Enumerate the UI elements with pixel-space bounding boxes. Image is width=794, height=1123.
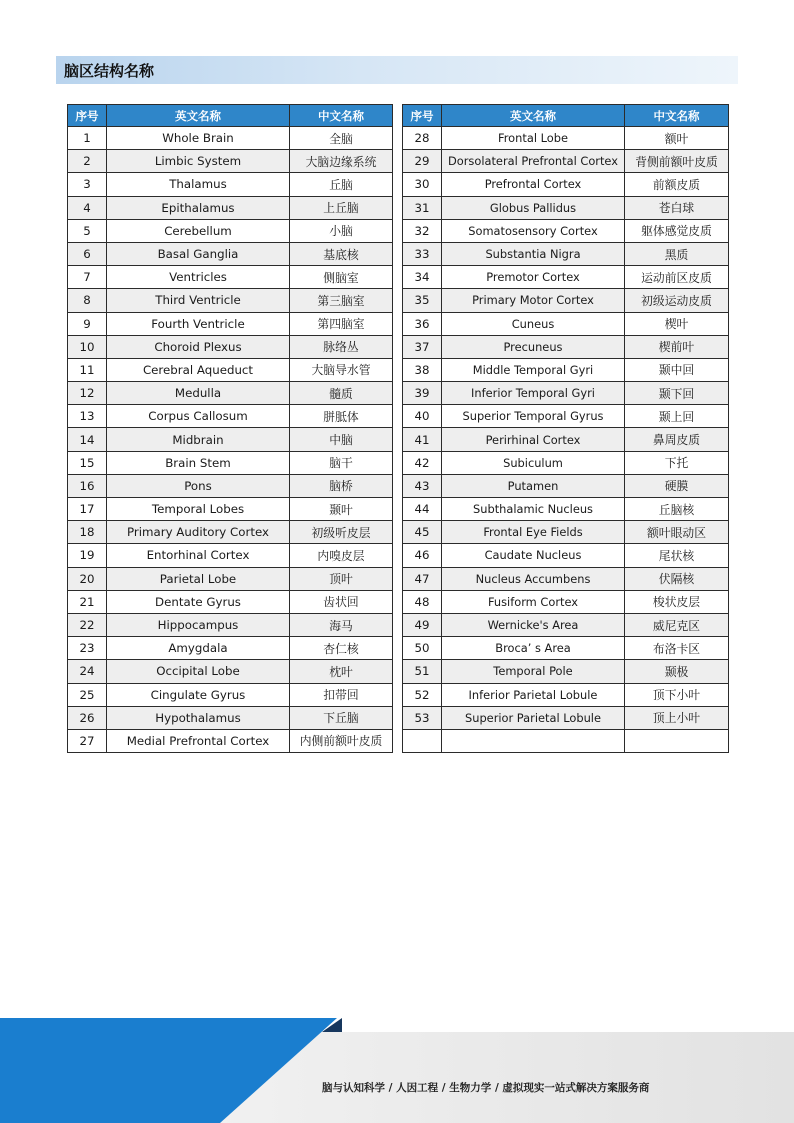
table-row [68, 590, 393, 613]
chinese-name: 第三脑室 [290, 289, 393, 312]
table-row [403, 196, 729, 219]
english-name: Frontal Eye Fields [442, 521, 625, 544]
table-row [68, 660, 393, 683]
table-row [403, 266, 729, 289]
row-number: 29 [403, 150, 442, 173]
chinese-name: 苍白球 [625, 196, 729, 219]
table-row [68, 428, 393, 451]
row-number: 42 [403, 451, 442, 474]
table-row [68, 729, 393, 752]
english-name: Middle Temporal Gyri [442, 358, 625, 381]
english-name: Entorhinal Cortex [107, 544, 290, 567]
table-row [403, 683, 729, 706]
chinese-name: 梭状皮层 [625, 590, 729, 613]
table-row [68, 637, 393, 660]
chinese-name: 上丘脑 [290, 196, 393, 219]
row-number: 52 [403, 683, 442, 706]
brain-region-table-left [67, 104, 393, 753]
row-number: 15 [68, 451, 107, 474]
row-number: 23 [68, 637, 107, 660]
table-row [68, 127, 393, 150]
table-row [68, 150, 393, 173]
row-number [403, 729, 442, 752]
english-name: Medulla [107, 382, 290, 405]
chinese-name: 大脑导水管 [290, 358, 393, 381]
table-row [403, 706, 729, 729]
table-row [68, 498, 393, 521]
table-row [68, 706, 393, 729]
table-row [68, 358, 393, 381]
row-number: 33 [403, 242, 442, 265]
chinese-name: 丘脑 [290, 173, 393, 196]
header-chinese-name: 中文名称 [290, 105, 393, 127]
chinese-name: 颞叶 [290, 498, 393, 521]
table-row [403, 451, 729, 474]
table-row [403, 312, 729, 335]
row-number: 12 [68, 382, 107, 405]
chinese-name: 枕叶 [290, 660, 393, 683]
chinese-name: 基底核 [290, 242, 393, 265]
chinese-name: 脉络丛 [290, 335, 393, 358]
row-number: 8 [68, 289, 107, 312]
row-number: 43 [403, 474, 442, 497]
chinese-name: 胼胝体 [290, 405, 393, 428]
row-number: 20 [68, 567, 107, 590]
table-row [68, 382, 393, 405]
table-row [403, 729, 729, 752]
row-number: 28 [403, 127, 442, 150]
table-row [403, 660, 729, 683]
row-number: 7 [68, 266, 107, 289]
english-name: Fourth Ventricle [107, 312, 290, 335]
table-row [68, 335, 393, 358]
english-name: Parietal Lobe [107, 567, 290, 590]
table-row [403, 150, 729, 173]
row-number: 21 [68, 590, 107, 613]
chinese-name: 脑干 [290, 451, 393, 474]
english-name: Subiculum [442, 451, 625, 474]
row-number: 51 [403, 660, 442, 683]
header-num: 序号 [403, 105, 442, 127]
english-name: Midbrain [107, 428, 290, 451]
english-name: Medial Prefrontal Cortex [107, 729, 290, 752]
table-header-row [68, 105, 393, 127]
row-number: 27 [68, 729, 107, 752]
english-name: Amygdala [107, 637, 290, 660]
row-number: 22 [68, 613, 107, 636]
table-row [68, 173, 393, 196]
chinese-name: 背侧前额叶皮质 [625, 150, 729, 173]
english-name: Hippocampus [107, 613, 290, 636]
row-number: 50 [403, 637, 442, 660]
chinese-name: 内侧前额叶皮质 [290, 729, 393, 752]
chinese-name: 下托 [625, 451, 729, 474]
table-row [403, 498, 729, 521]
table-row [68, 613, 393, 636]
table-row [403, 567, 729, 590]
table-row [68, 242, 393, 265]
english-name: Primary Motor Cortex [442, 289, 625, 312]
row-number: 31 [403, 196, 442, 219]
chinese-name: 运动前区皮质 [625, 266, 729, 289]
english-name: Subthalamic Nucleus [442, 498, 625, 521]
english-name: Hypothalamus [107, 706, 290, 729]
english-name: Fusiform Cortex [442, 590, 625, 613]
english-name: Precuneus [442, 335, 625, 358]
chinese-name: 初级运动皮质 [625, 289, 729, 312]
chinese-name: 杏仁核 [290, 637, 393, 660]
chinese-name: 顶叶 [290, 567, 393, 590]
english-name: Occipital Lobe [107, 660, 290, 683]
english-name: Epithalamus [107, 196, 290, 219]
english-name: Corpus Callosum [107, 405, 290, 428]
english-name: Prefrontal Cortex [442, 173, 625, 196]
chinese-name: 大脑边缘系统 [290, 150, 393, 173]
english-name: Superior Parietal Lobule [442, 706, 625, 729]
row-number: 4 [68, 196, 107, 219]
chinese-name: 躯体感觉皮质 [625, 219, 729, 242]
header-english-name: 英文名称 [442, 105, 625, 127]
english-name: Somatosensory Cortex [442, 219, 625, 242]
footer-tagline: 脑与认知科学 / 人因工程 / 生物力学 / 虚拟现实一站式解决方案服务商 [322, 1082, 650, 1094]
table-row [68, 405, 393, 428]
english-name: Nucleus Accumbens [442, 567, 625, 590]
row-number: 49 [403, 613, 442, 636]
row-number: 44 [403, 498, 442, 521]
table-row [403, 613, 729, 636]
chinese-name: 海马 [290, 613, 393, 636]
row-number: 48 [403, 590, 442, 613]
table-row [68, 521, 393, 544]
chinese-name: 前额皮质 [625, 173, 729, 196]
chinese-name [625, 729, 729, 752]
header-english-name: 英文名称 [107, 105, 290, 127]
table-row [403, 474, 729, 497]
chinese-name: 脑桥 [290, 474, 393, 497]
row-number: 9 [68, 312, 107, 335]
chinese-name: 布洛卡区 [625, 637, 729, 660]
table-row [403, 289, 729, 312]
english-name: Cerebellum [107, 219, 290, 242]
chinese-name: 齿状回 [290, 590, 393, 613]
table-row [403, 127, 729, 150]
row-number: 35 [403, 289, 442, 312]
english-name: Temporal Pole [442, 660, 625, 683]
row-number: 39 [403, 382, 442, 405]
english-name: Brain Stem [107, 451, 290, 474]
english-name: Globus Pallidus [442, 196, 625, 219]
footer-decoration [0, 1016, 794, 1123]
row-number: 45 [403, 521, 442, 544]
header-num: 序号 [68, 105, 107, 127]
row-number: 24 [68, 660, 107, 683]
table-row [403, 405, 729, 428]
english-name: Substantia Nigra [442, 242, 625, 265]
table-row [68, 196, 393, 219]
row-number: 34 [403, 266, 442, 289]
english-name: Whole Brain [107, 127, 290, 150]
english-name: Wernicke's Area [442, 613, 625, 636]
english-name [442, 729, 625, 752]
table-header-row [403, 105, 729, 127]
chinese-name: 扣带回 [290, 683, 393, 706]
table-row [68, 567, 393, 590]
english-name: Temporal Lobes [107, 498, 290, 521]
table-row [403, 335, 729, 358]
table-row [403, 521, 729, 544]
english-name: Thalamus [107, 173, 290, 196]
table-row [68, 544, 393, 567]
chinese-name: 下丘脑 [290, 706, 393, 729]
chinese-name: 第四脑室 [290, 312, 393, 335]
english-name: Broca’ s Area [442, 637, 625, 660]
chinese-name: 顶下小叶 [625, 683, 729, 706]
english-name: Cuneus [442, 312, 625, 335]
chinese-name: 楔叶 [625, 312, 729, 335]
row-number: 25 [68, 683, 107, 706]
chinese-name: 颞上回 [625, 405, 729, 428]
row-number: 2 [68, 150, 107, 173]
section-title-bar [56, 56, 738, 84]
english-name: Inferior Temporal Gyri [442, 382, 625, 405]
table-row [68, 266, 393, 289]
chinese-name: 颞极 [625, 660, 729, 683]
row-number: 13 [68, 405, 107, 428]
row-number: 18 [68, 521, 107, 544]
table-row [403, 242, 729, 265]
row-number: 40 [403, 405, 442, 428]
english-name: Primary Auditory Cortex [107, 521, 290, 544]
chinese-name: 髓质 [290, 382, 393, 405]
row-number: 38 [403, 358, 442, 381]
table-row [68, 289, 393, 312]
table-row [403, 173, 729, 196]
table-row [403, 382, 729, 405]
english-name: Ventricles [107, 266, 290, 289]
table-row [68, 683, 393, 706]
table-row [403, 358, 729, 381]
chinese-name: 中脑 [290, 428, 393, 451]
english-name: Inferior Parietal Lobule [442, 683, 625, 706]
chinese-name: 顶上小叶 [625, 706, 729, 729]
chinese-name: 初级听皮层 [290, 521, 393, 544]
chinese-name: 黑质 [625, 242, 729, 265]
table-row [403, 428, 729, 451]
row-number: 17 [68, 498, 107, 521]
english-name: Choroid Plexus [107, 335, 290, 358]
row-number: 1 [68, 127, 107, 150]
row-number: 32 [403, 219, 442, 242]
english-name: Limbic System [107, 150, 290, 173]
row-number: 6 [68, 242, 107, 265]
row-number: 11 [68, 358, 107, 381]
english-name: Cingulate Gyrus [107, 683, 290, 706]
english-name: Caudate Nucleus [442, 544, 625, 567]
english-name: Basal Ganglia [107, 242, 290, 265]
chinese-name: 威尼克区 [625, 613, 729, 636]
brain-region-table-right [402, 104, 729, 753]
row-number: 14 [68, 428, 107, 451]
english-name: Superior Temporal Gyrus [442, 405, 625, 428]
english-name: Third Ventricle [107, 289, 290, 312]
english-name: Pons [107, 474, 290, 497]
english-name: Putamen [442, 474, 625, 497]
header-chinese-name: 中文名称 [625, 105, 729, 127]
row-number: 16 [68, 474, 107, 497]
chinese-name: 全脑 [290, 127, 393, 150]
section-title: 脑区结构名称 [64, 62, 155, 80]
table-row [68, 474, 393, 497]
chinese-name: 额叶 [625, 127, 729, 150]
chinese-name: 硬膜 [625, 474, 729, 497]
english-name: Cerebral Aqueduct [107, 358, 290, 381]
row-number: 53 [403, 706, 442, 729]
row-number: 19 [68, 544, 107, 567]
chinese-name: 伏隔核 [625, 567, 729, 590]
chinese-name: 楔前叶 [625, 335, 729, 358]
chinese-name: 颞中回 [625, 358, 729, 381]
row-number: 10 [68, 335, 107, 358]
english-name: Perirhinal Cortex [442, 428, 625, 451]
row-number: 36 [403, 312, 442, 335]
chinese-name: 颞下回 [625, 382, 729, 405]
chinese-name: 内嗅皮层 [290, 544, 393, 567]
footer-blue-shape [0, 1018, 337, 1123]
row-number: 37 [403, 335, 442, 358]
english-name: Premotor Cortex [442, 266, 625, 289]
chinese-name: 侧脑室 [290, 266, 393, 289]
english-name: Dentate Gyrus [107, 590, 290, 613]
row-number: 26 [68, 706, 107, 729]
row-number: 47 [403, 567, 442, 590]
table-row [403, 544, 729, 567]
table-row [403, 637, 729, 660]
table-row [68, 451, 393, 474]
english-name: Frontal Lobe [442, 127, 625, 150]
chinese-name: 额叶眼动区 [625, 521, 729, 544]
row-number: 41 [403, 428, 442, 451]
table-row [403, 590, 729, 613]
table-row [68, 312, 393, 335]
chinese-name: 尾状核 [625, 544, 729, 567]
chinese-name: 鼻周皮质 [625, 428, 729, 451]
row-number: 5 [68, 219, 107, 242]
row-number: 3 [68, 173, 107, 196]
row-number: 46 [403, 544, 442, 567]
english-name: Dorsolateral Prefrontal Cortex [442, 150, 625, 173]
table-row [68, 219, 393, 242]
chinese-name: 丘脑核 [625, 498, 729, 521]
row-number: 30 [403, 173, 442, 196]
chinese-name: 小脑 [290, 219, 393, 242]
table-row [403, 219, 729, 242]
